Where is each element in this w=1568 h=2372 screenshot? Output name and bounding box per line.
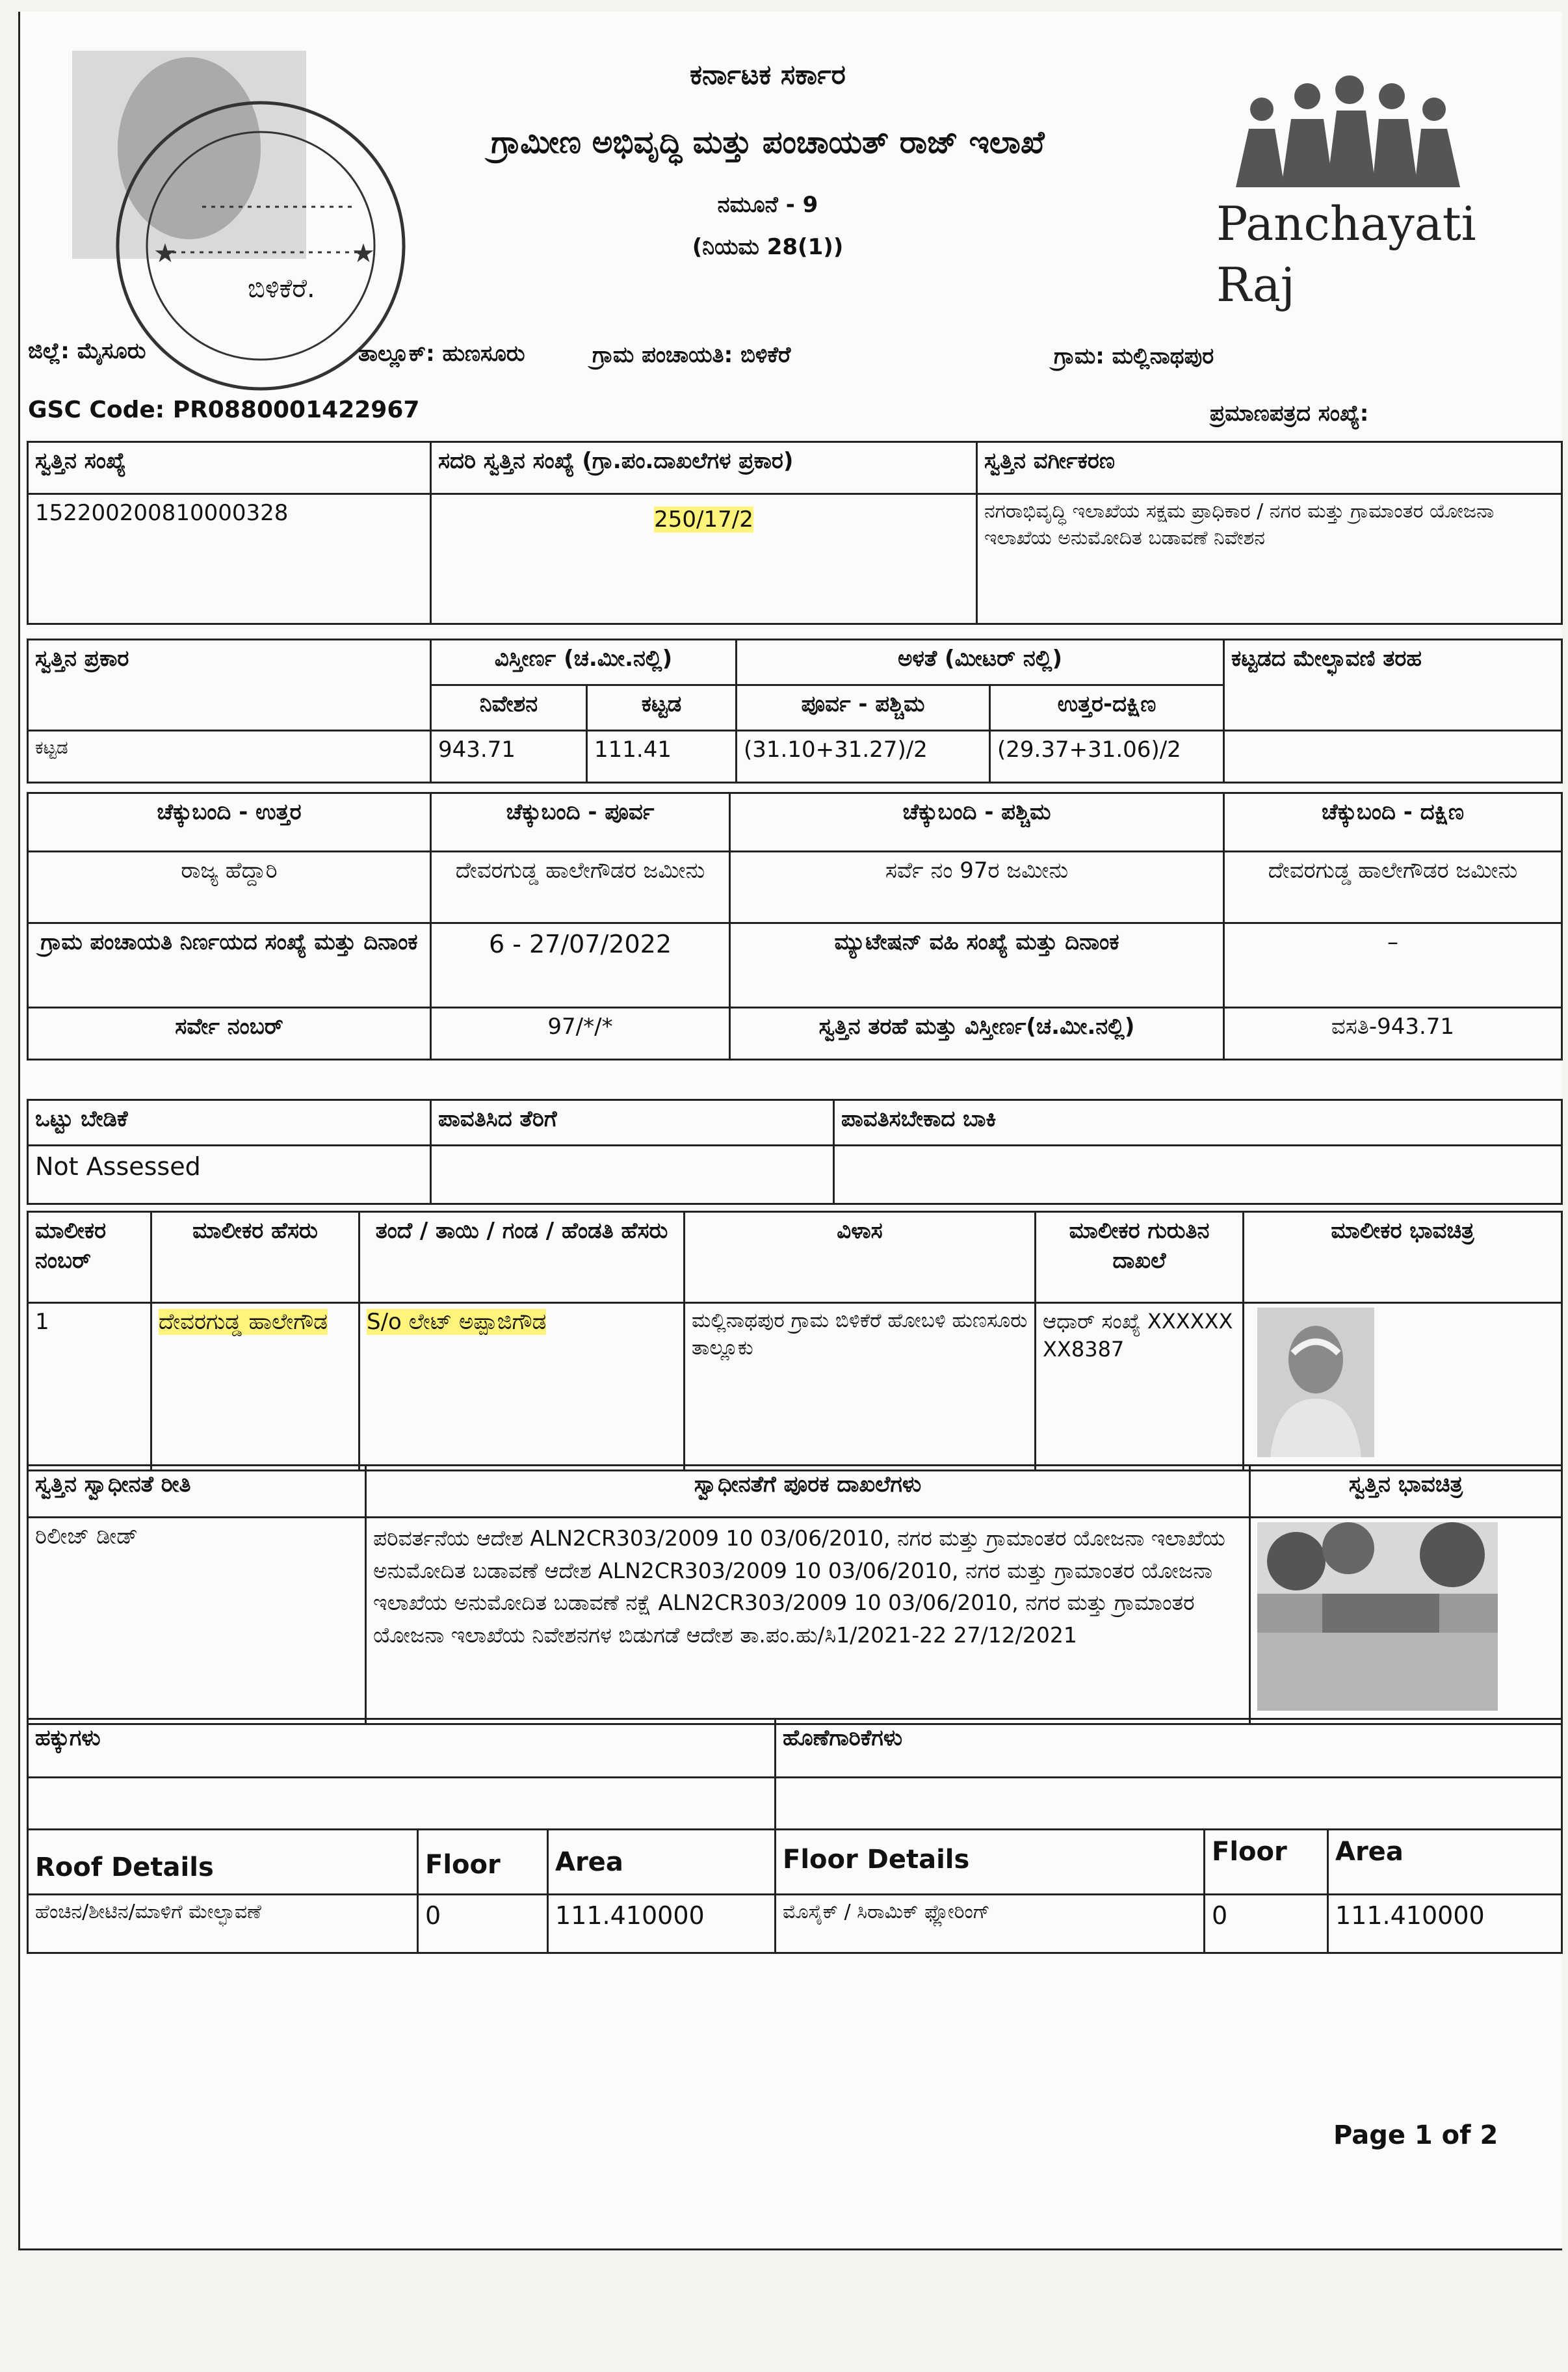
boundary-north-label: ಚೆಕ್ಕುಬಂದಿ - ಉತ್ತರ bbox=[28, 793, 431, 852]
extent-label: ವಿಸ್ತೀರ್ಣ (ಚ.ಮೀ.ನಲ್ಲಿ) bbox=[431, 640, 737, 685]
sadari-id-value: 250/17/2 bbox=[654, 507, 753, 533]
ownership-docs-value: ಪರಿವರ್ತನೆಯ ಆದೇಶ ALN2CR303/2009 10 03/06/2010, ನಗರ ಮತ್ತು ಗ್ರಾಮಾಂತರ ಯೋಜನಾ ಇಲಾಖೆಯ ಅನುಮೋದಿತ ಬಡಾವಣೆ ಆದೇಶ ALN2CR303/2009 10 03/06/2010, ನಗರ ಮತ್ತು ಗ್ರಾಮಾಂತರ ಯೋಜನಾ ಇಲಾಖೆಯ ಅನುಮೋದಿತ ಬಡಾವಣೆ ನಕ್ಷೆ ALN2CR303/2009 10 03/06/2010, ನಗರ ಮತ್ತು ಗ್ರಾಮಾಂತರ ಯೋಜನಾ ಇಲಾಖೆಯ ನಿವೇಶನಗಳ ಬಿಡುಗಡೆ ಆದೇಶ ತಾ.ಪಂ.ಹು/ಸಿ1/2021-22 27/12/2021 bbox=[366, 1518, 1250, 1724]
floor-details-label: Floor Details bbox=[776, 1830, 1205, 1895]
sadari-id-label: ಸದರಿ ಸ್ವತ್ತಿನ ಸಂಖ್ಯೆ (ಗ್ರಾ.ಪಂ.ದಾಖಲೆಗಳ ಪ್ರಕಾರ) bbox=[431, 442, 977, 494]
rights-label: ಹಕ್ಕುಗಳು bbox=[28, 1719, 776, 1778]
floor-value: ಮೊಸೈಕ್ / ಸಿರಾಮಿಕ್ ಫ್ಲೋರಿಂಗ್ bbox=[776, 1895, 1205, 1953]
classification-value: ನಗರಾಭಿವೃದ್ಧಿ ಇಲಾಖೆಯ ಸಕ್ಷಮ ಪ್ರಾಧಿಕಾರ / ನಗರ ಮತ್ತು ಗ್ರಾಮಾಂತರ ಯೋಜನಾ ಇಲಾಖೆಯ ಅನುಮೋದಿತ ಬಡಾವಣೆ ನಿವೇಶನ bbox=[977, 494, 1562, 624]
decision-label: ಗ್ರಾಮ ಪಂಚಾಯತಿ ನಿರ್ಣಯದ ಸಂಖ್ಯೆ ಮತ್ತು ದಿನಾಂಕ bbox=[28, 923, 431, 1008]
svg-text:★: ★ bbox=[153, 239, 177, 269]
govt-title: ಕರ್ನಾಟಕ ಸರ್ಕಾರ bbox=[690, 59, 846, 90]
property-photo-cell bbox=[1250, 1518, 1562, 1724]
roof-floor-label: Floor bbox=[418, 1830, 548, 1895]
svg-text:★: ★ bbox=[352, 239, 375, 269]
owner-id-doc: ಆಧಾರ್ ಸಂಖ್ಯೆ XXXXXXXX8387 bbox=[1036, 1303, 1244, 1471]
ownership-method-value: ರಿಲೀಜ್ ಡೀಡ್ bbox=[28, 1518, 366, 1724]
roof-floor-value: 0 bbox=[418, 1895, 548, 1953]
owner-photo-cell bbox=[1244, 1303, 1562, 1471]
floor-area-value: 111.410000 bbox=[1328, 1895, 1562, 1953]
mutation-value: – bbox=[1224, 923, 1562, 1008]
certificate-number: ಪ್ರಮಾಣಪತ್ರದ ಸಂಖ್ಯೆ: bbox=[1210, 401, 1369, 427]
district: ಜಿಲ್ಲೆ: ಮೈಸೂರು bbox=[28, 338, 146, 364]
roof-details-label: Roof Details bbox=[28, 1830, 418, 1895]
building-label: ಕಟ್ಟಡ bbox=[587, 685, 737, 731]
owner-relation: S/o ಲೇಟ್ ಅಪ್ಪಾಜಿಗೌಡ bbox=[367, 1309, 547, 1335]
boundary-west-label: ಚೆಕ್ಕುಬಂದಿ - ಪಶ್ಚಿಮ bbox=[730, 793, 1224, 852]
form-number: ನಮೂನೆ - 9 bbox=[717, 192, 818, 218]
floor-area-label: Area bbox=[1328, 1830, 1562, 1895]
boundary-east-label: ಚೆಕ್ಕುಬಂದಿ - ಪೂರ್ವ bbox=[431, 793, 730, 852]
owner-address: ಮಲ್ಲಿನಾಥಪುರ ಗ್ರಾಮ ಬಿಳಿಕೆರೆ ಹೋಬಳಿ ಹುಣಸೂರು ತಾಲ್ಲೂಕು bbox=[685, 1303, 1036, 1471]
boundary-south-label: ಚೆಕ್ಕುಬಂದಿ - ದಕ್ಷಿಣ bbox=[1224, 793, 1562, 852]
roof-value: ಹೆಂಚಿನ/ಶೀಟಿನ/ಮಾಳಿಗೆ ಮೇಲ್ಛಾವಣೆ bbox=[28, 1895, 418, 1953]
liabilities-value bbox=[776, 1778, 1562, 1830]
owner-number-header: ಮಾಲೀಕರ ನಂಬರ್ bbox=[28, 1212, 151, 1303]
owner-photo bbox=[1257, 1308, 1374, 1457]
property-id-table bbox=[27, 441, 1563, 625]
property-photo-label: ಸ್ವತ್ತಿನ ಭಾವಚಿತ್ರ bbox=[1250, 1466, 1562, 1518]
east-west-value: (31.10+31.27)/2 bbox=[737, 731, 990, 783]
address-header: ವಿಳಾಸ bbox=[685, 1212, 1036, 1303]
rule-number: (ನಿಯಮ 28(1)) bbox=[692, 234, 844, 260]
certificate-sheet bbox=[18, 12, 1562, 2250]
owner-table bbox=[27, 1211, 1563, 1471]
floor-floor-value: 0 bbox=[1205, 1895, 1328, 1953]
owner-name: ದೇವರಗುಡ್ಡ ಹಾಲೇಗೌಡ bbox=[159, 1309, 328, 1335]
boundary-north-value: ರಾಜ್ಯ ಹೆದ್ದಾರಿ bbox=[28, 852, 431, 923]
north-south-value: (29.37+31.06)/2 bbox=[990, 731, 1224, 783]
paid-tax-label: ಪಾವತಿಸಿದ ತೆರಿಗೆ bbox=[431, 1100, 834, 1146]
property-type-label: ಸ್ವತ್ತಿನ ಪ್ರಕಾರ bbox=[28, 640, 431, 731]
village: ಗ್ರಾಮ: ಮಲ್ಲಿನಾಥಪುರ bbox=[1054, 343, 1214, 369]
panchayati-raj-logo-icon bbox=[1210, 70, 1489, 200]
gsc-code: GSC Code: PR0880001422967 bbox=[28, 397, 420, 423]
site-label: ನಿವೇಶನ bbox=[431, 685, 587, 731]
stamp-text: ಬಿಳಿಕೆರೆ. bbox=[248, 274, 315, 304]
roof-type-value bbox=[1224, 731, 1562, 783]
property-photo bbox=[1257, 1522, 1498, 1711]
due-tax-value bbox=[834, 1146, 1562, 1204]
mutation-label: ಮ್ಯುಟೇಷನ್ ವಹಿ ಸಂಖ್ಯೆ ಮತ್ತು ದಿನಾಂಕ bbox=[730, 923, 1224, 1008]
property-type-value: ಕಟ್ಟಡ bbox=[28, 731, 431, 783]
boundary-east-value: ದೇವರಗುಡ್ಡ ಹಾಲೇಗೌಡರ ಜಮೀನು bbox=[431, 852, 730, 923]
survey-label: ಸರ್ವೇ ನಂಬರ್ bbox=[28, 1008, 431, 1060]
taluk: ತಾಲ್ಲೂಕ್: ಹುಣಸೂರು bbox=[358, 341, 525, 367]
survey-value: 97/*/* bbox=[431, 1008, 730, 1060]
owner-photo-header: ಮಾಲೀಕರ ಭಾವಚಿತ್ರ bbox=[1244, 1212, 1562, 1303]
floor-floor-label: Floor bbox=[1205, 1830, 1328, 1895]
ownership-method-label: ಸ್ವತ್ತಿನ ಸ್ವಾಧೀನತೆ ರೀತಿ bbox=[28, 1466, 366, 1518]
boundary-west-value: ಸರ್ವೆ ನಂ 97ರ ಜಮೀನು bbox=[730, 852, 1224, 923]
dimension-label: ಅಳತೆ (ಮೀಟರ್ ನಲ್ಲಿ) bbox=[737, 640, 1224, 685]
decision-value: 6 - 27/07/2022 bbox=[431, 923, 730, 1008]
ownership-docs-label: ಸ್ವಾಧೀನತೆಗೆ ಪೂರಕ ದಾಖಲೆಗಳು bbox=[366, 1466, 1250, 1518]
property-id-value: 152200200810000328 bbox=[28, 494, 431, 624]
roof-area-label: Area bbox=[548, 1830, 776, 1895]
ownership-table bbox=[27, 1464, 1563, 1725]
owner-number: 1 bbox=[28, 1303, 151, 1471]
building-area-value: 111.41 bbox=[587, 731, 737, 783]
tax-table bbox=[27, 1099, 1563, 1205]
owner-name-header: ಮಾಲೀಕರ ಹೆಸರು bbox=[151, 1212, 359, 1303]
area-table bbox=[27, 639, 1563, 784]
relation-header: ತಂದೆ / ತಾಯಿ / ಗಂಡ / ಹೆಂಡತಿ ಹೆಸರು bbox=[359, 1212, 685, 1303]
boundaries-table bbox=[27, 792, 1563, 1061]
page-number: Page 1 of 2 bbox=[1333, 2120, 1498, 2150]
logo-text: Panchayati Raj bbox=[1216, 196, 1476, 312]
id-doc-header: ಮಾಲೀಕರ ಗುರುತಿನ ದಾಖಲೆ bbox=[1036, 1212, 1244, 1303]
site-area-value: 943.71 bbox=[431, 731, 587, 783]
gram-panchayat: ಗ್ರಾಮ ಪಂಚಾಯತಿ: ಬಿಳಿಕೆರೆ bbox=[592, 342, 791, 368]
property-id-label: ಸ್ವತ್ತಿನ ಸಂಖ್ಯೆ bbox=[28, 442, 431, 494]
rights-value bbox=[28, 1778, 776, 1830]
roof-type-label: ಕಟ್ಟಡದ ಮೇಲ್ಛಾವಣಿ ತರಹ bbox=[1224, 640, 1562, 731]
total-demand-label: ಒಟ್ಟು ಬೇಡಿಕೆ bbox=[28, 1100, 431, 1146]
property-type-extent-value: ವಸತಿ-943.71 bbox=[1224, 1008, 1562, 1060]
paid-tax-value bbox=[431, 1146, 834, 1204]
roof-floor-table bbox=[27, 1828, 1563, 1954]
roof-area-value: 111.410000 bbox=[548, 1895, 776, 1953]
north-south-label: ಉತ್ತರ-ದಕ್ಷಿಣ bbox=[990, 685, 1224, 731]
boundary-south-value: ದೇವರಗುಡ್ಡ ಹಾಲೇಗೌಡರ ಜಮೀನು bbox=[1224, 852, 1562, 923]
table-row bbox=[28, 1303, 1562, 1471]
property-type-extent-label: ಸ್ವತ್ತಿನ ತರಹೆ ಮತ್ತು ವಿಸ್ತೀರ್ಣ(ಚ.ಮೀ.ನಲ್ಲಿ) bbox=[730, 1008, 1224, 1060]
dept-title: ಗ್ರಾಮೀಣ ಅಭಿವೃದ್ಧಿ ಮತ್ತು ಪಂಚಾಯತ್ ರಾಜ್ ಇಲಾಖೆ bbox=[491, 124, 1045, 161]
rights-table bbox=[27, 1718, 1563, 1830]
classification-label: ಸ್ವತ್ತಿನ ವರ್ಗೀಕರಣ bbox=[977, 442, 1562, 494]
east-west-label: ಪೂರ್ವ - ಪಶ್ಚಿಮ bbox=[737, 685, 990, 731]
liabilities-label: ಹೊಣೆಗಾರಿಕೆಗಳು bbox=[776, 1719, 1562, 1778]
due-tax-label: ಪಾವತಿಸಬೇಕಾದ ಬಾಕಿ bbox=[834, 1100, 1562, 1146]
total-demand-value: Not Assessed bbox=[28, 1146, 431, 1204]
